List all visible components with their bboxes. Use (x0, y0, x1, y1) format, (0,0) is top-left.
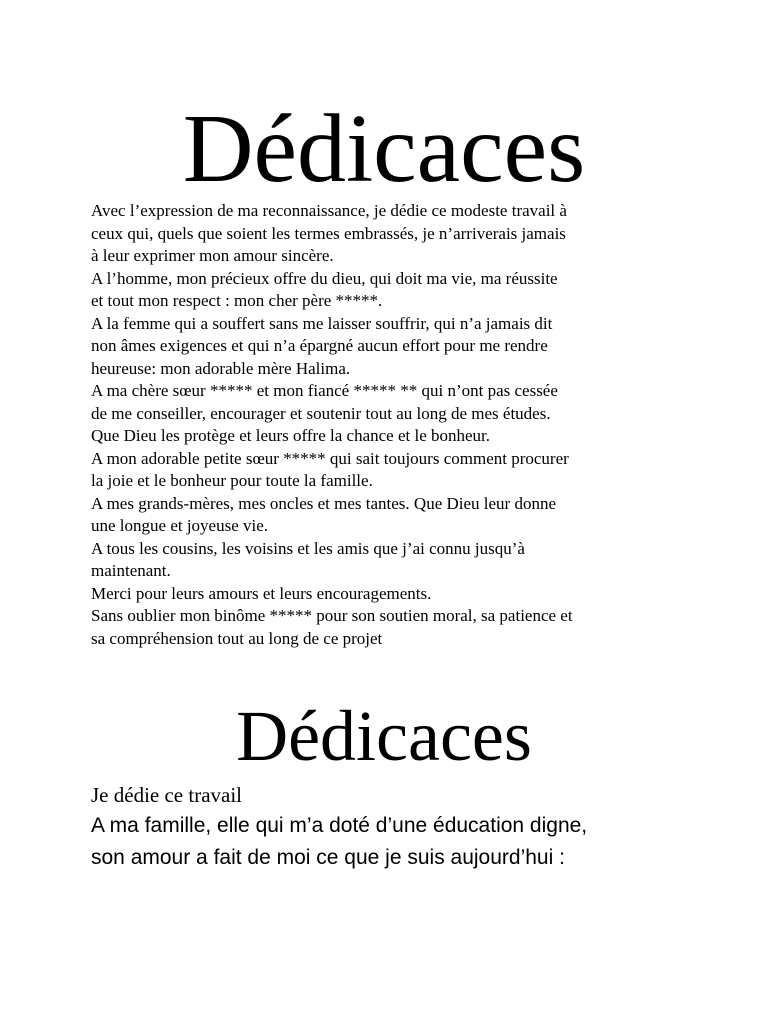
text-line: Avec l’expression de ma reconnaissance, je dédie ce modeste travail à (91, 201, 567, 220)
text-line: A l’homme, mon précieux offre du dieu, qui doit ma vie, ma réussite (91, 268, 558, 288)
dedication-title-1: Dédicaces (182, 95, 586, 203)
text-line: à leur exprimer mon amour sincère. (91, 246, 334, 265)
text-line: heureuse: mon adorable mère Halima. (91, 358, 351, 378)
text-line: la joie et le bonheur pour toute la famille. (91, 471, 373, 490)
dedication-text-1 (91, 200, 691, 650)
text-line: A tous les cousins, les voisins et les amis que j’ai connu jusqu’à (91, 538, 525, 558)
text-line: Sans oublier mon binôme ***** pour son soutien moral, sa patience et (91, 606, 573, 625)
text-line: son amour a fait de moi ce que je suis aujourd’hui : (91, 846, 565, 869)
text-line: Que Dieu les protège et leurs offre la chance et le bonheur. (91, 426, 491, 445)
text-line: A la femme qui a souffert sans me laisser souffrir, qui n’a jamais dit (91, 313, 553, 333)
text-line: sa compréhension tout au long de ce projet (91, 628, 383, 648)
dedication-text-2 (91, 810, 587, 874)
text-line: Merci pour leurs amours et leurs encouragements. (91, 583, 432, 603)
text-line: non âmes exigences et qui n’a épargné aucun effort pour me rendre (91, 336, 548, 355)
text-line: A mon adorable petite sœur ***** qui sait toujours comment procurer (91, 448, 569, 468)
text-line: ceux qui, quels que soient les termes embrassés, je n’arriverais jamais (91, 223, 566, 243)
text-line: une longue et joyeuse vie. (91, 516, 269, 535)
dedication-title-2: Dédicaces (236, 696, 532, 776)
text-line: A mes grands-mères, mes oncles et mes tantes. Que Dieu leur donne (91, 493, 557, 513)
text-line: de me conseiller, encourager et soutenir tout au long de mes études. (91, 403, 551, 423)
text-line: A ma famille, elle qui m’a doté d’une éducation digne, (91, 814, 588, 837)
text-line: A ma chère sœur ***** et mon fiancé ***** ** qui n’ont pas cessée (91, 381, 558, 400)
dedication-intro: Je dédie ce travail (91, 783, 242, 807)
text-line: et tout mon respect : mon cher père *****. (91, 291, 383, 310)
text-line: maintenant. (91, 561, 171, 580)
